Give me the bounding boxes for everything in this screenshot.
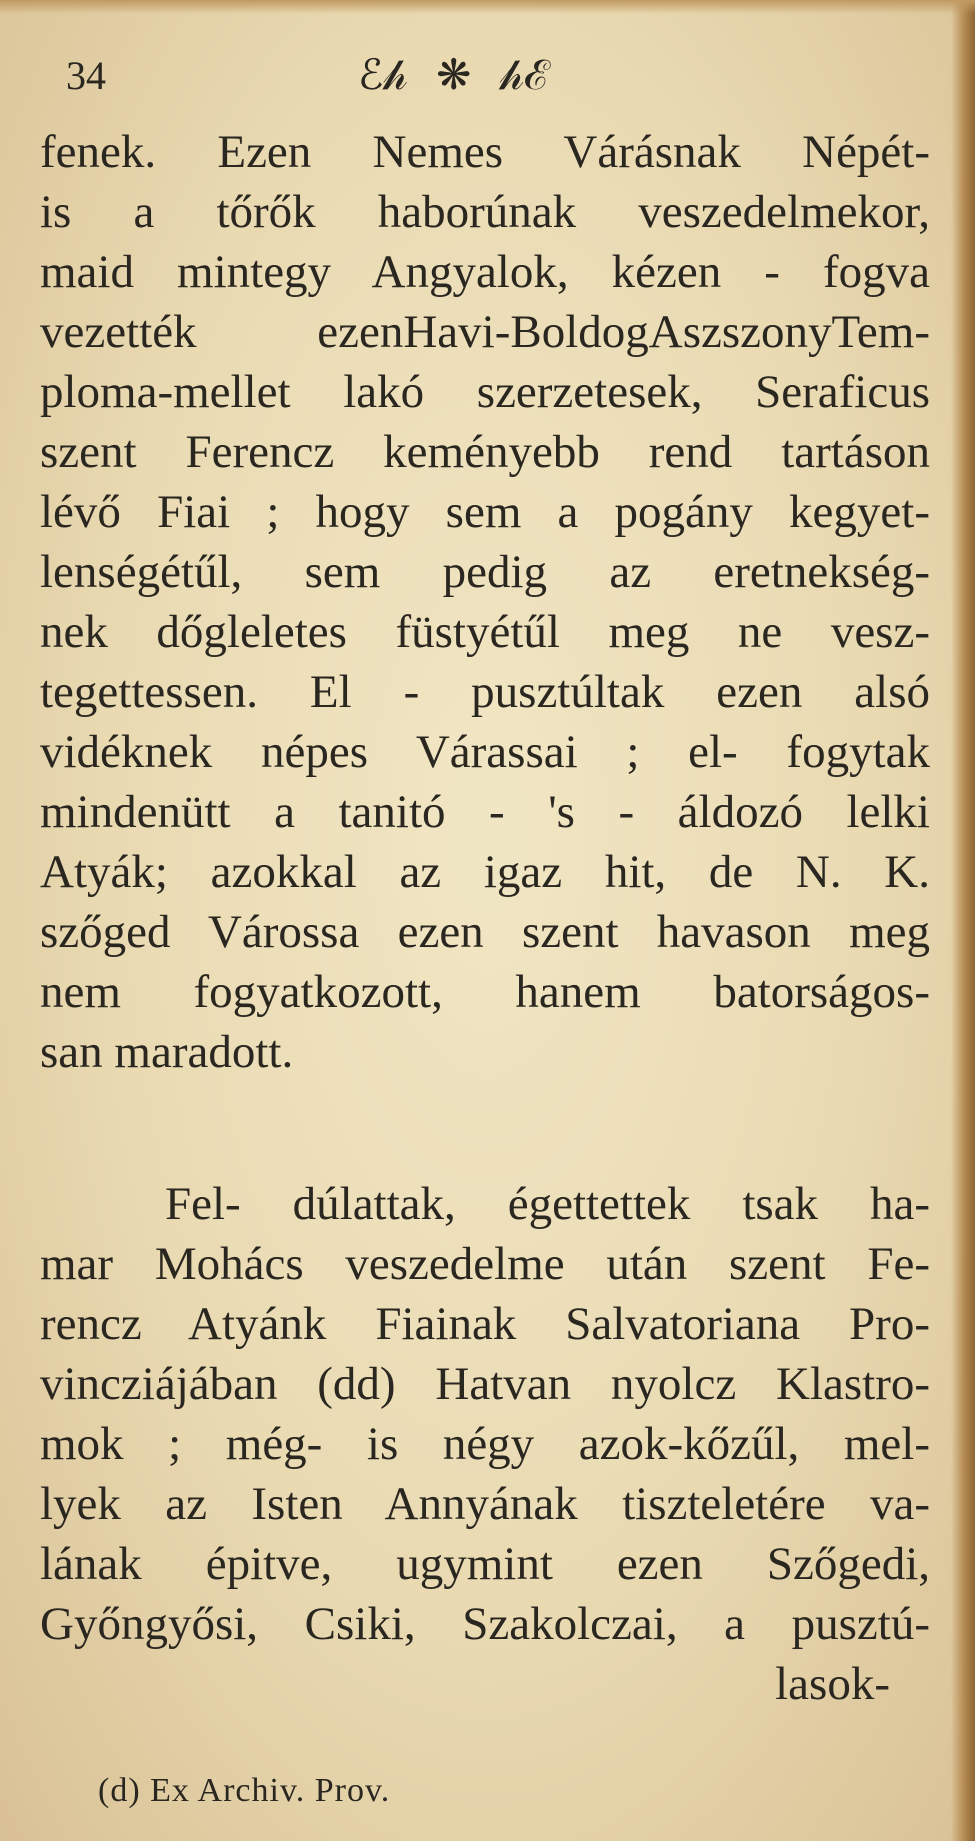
ornament-right: 𝒽ℰ <box>499 53 549 99</box>
text-line: vezették ezenHavi-BoldogAszszonyTem- <box>40 306 930 358</box>
paragraph-1 <box>40 122 930 1082</box>
ornament-left: ℰ𝒽 <box>358 53 408 99</box>
text-line: mok ; még- is négy azok-kőzűl, mel- <box>40 1418 930 1470</box>
page-top-shadow <box>0 0 975 14</box>
text-line: lyek az Isten Annyának tiszteletére va- <box>40 1478 930 1530</box>
text-line: lenségétűl, sem pedig az eretnekség- <box>40 546 930 598</box>
text-line: nek dőgleletes füstyétűl meg ne vesz- <box>40 606 930 658</box>
text-line: san maradott. <box>40 1026 294 1078</box>
page-edge-shadow <box>951 0 975 1841</box>
ornament-center: ❋ <box>436 53 472 99</box>
text-line: is a tőrők haborúnak veszedelmekor, <box>40 186 930 238</box>
text-line: vincziájában (dd) Hatvan nyolcz Klastro- <box>40 1358 930 1410</box>
text-line: Atyák; azokkal az igaz hit, de N. K. <box>40 846 930 898</box>
text-line: ploma-mellet lakó szerzetesek, Seraficus <box>40 366 930 418</box>
text-line: lának épitve, ugymint ezen Szőgedi, <box>40 1538 930 1590</box>
text-line: szőged Várossa ezen szent havason meg <box>40 906 930 958</box>
catchword: lasok- <box>775 1658 890 1710</box>
text-line: maid mintegy Angyalok, kézen - fogva <box>40 246 930 298</box>
page-number: 34 <box>66 53 106 98</box>
text-line: nem fogyatkozott, hanem batorságos- <box>40 966 930 1018</box>
footnote: (d) Ex Archiv. Prov. <box>98 1772 391 1809</box>
text-line: rencz Atyánk Fiainak Salvatoriana Pro- <box>40 1298 930 1350</box>
text-line: szent Ferencz keményebb rend tartáson <box>40 426 930 478</box>
paragraph-2 <box>40 1174 930 1654</box>
text-line: mindenütt a tanitó - 's - áldozó lelki <box>40 786 930 838</box>
page-header <box>58 50 918 110</box>
text-line: Győngyősi, Csiki, Szakolczai, a pusztú- <box>40 1598 930 1650</box>
header-ornament <box>358 50 658 100</box>
text-line: Fel- dúlattak, égettettek tsak ha- <box>165 1178 930 1230</box>
body-text <box>40 122 930 1714</box>
text-line: fenek. Ezen Nemes Várásnak Népét- <box>40 126 930 178</box>
text-line: vidéknek népes Várassai ; el- fogytak <box>40 726 930 778</box>
paragraph-gap <box>40 1082 930 1174</box>
text-line: tegettessen. El - pusztúltak ezen alsó <box>40 666 930 718</box>
text-line: lévő Fiai ; hogy sem a pogány kegyet- <box>40 486 930 538</box>
text-line: mar Mohács veszedelme után szent Fe- <box>40 1238 930 1290</box>
